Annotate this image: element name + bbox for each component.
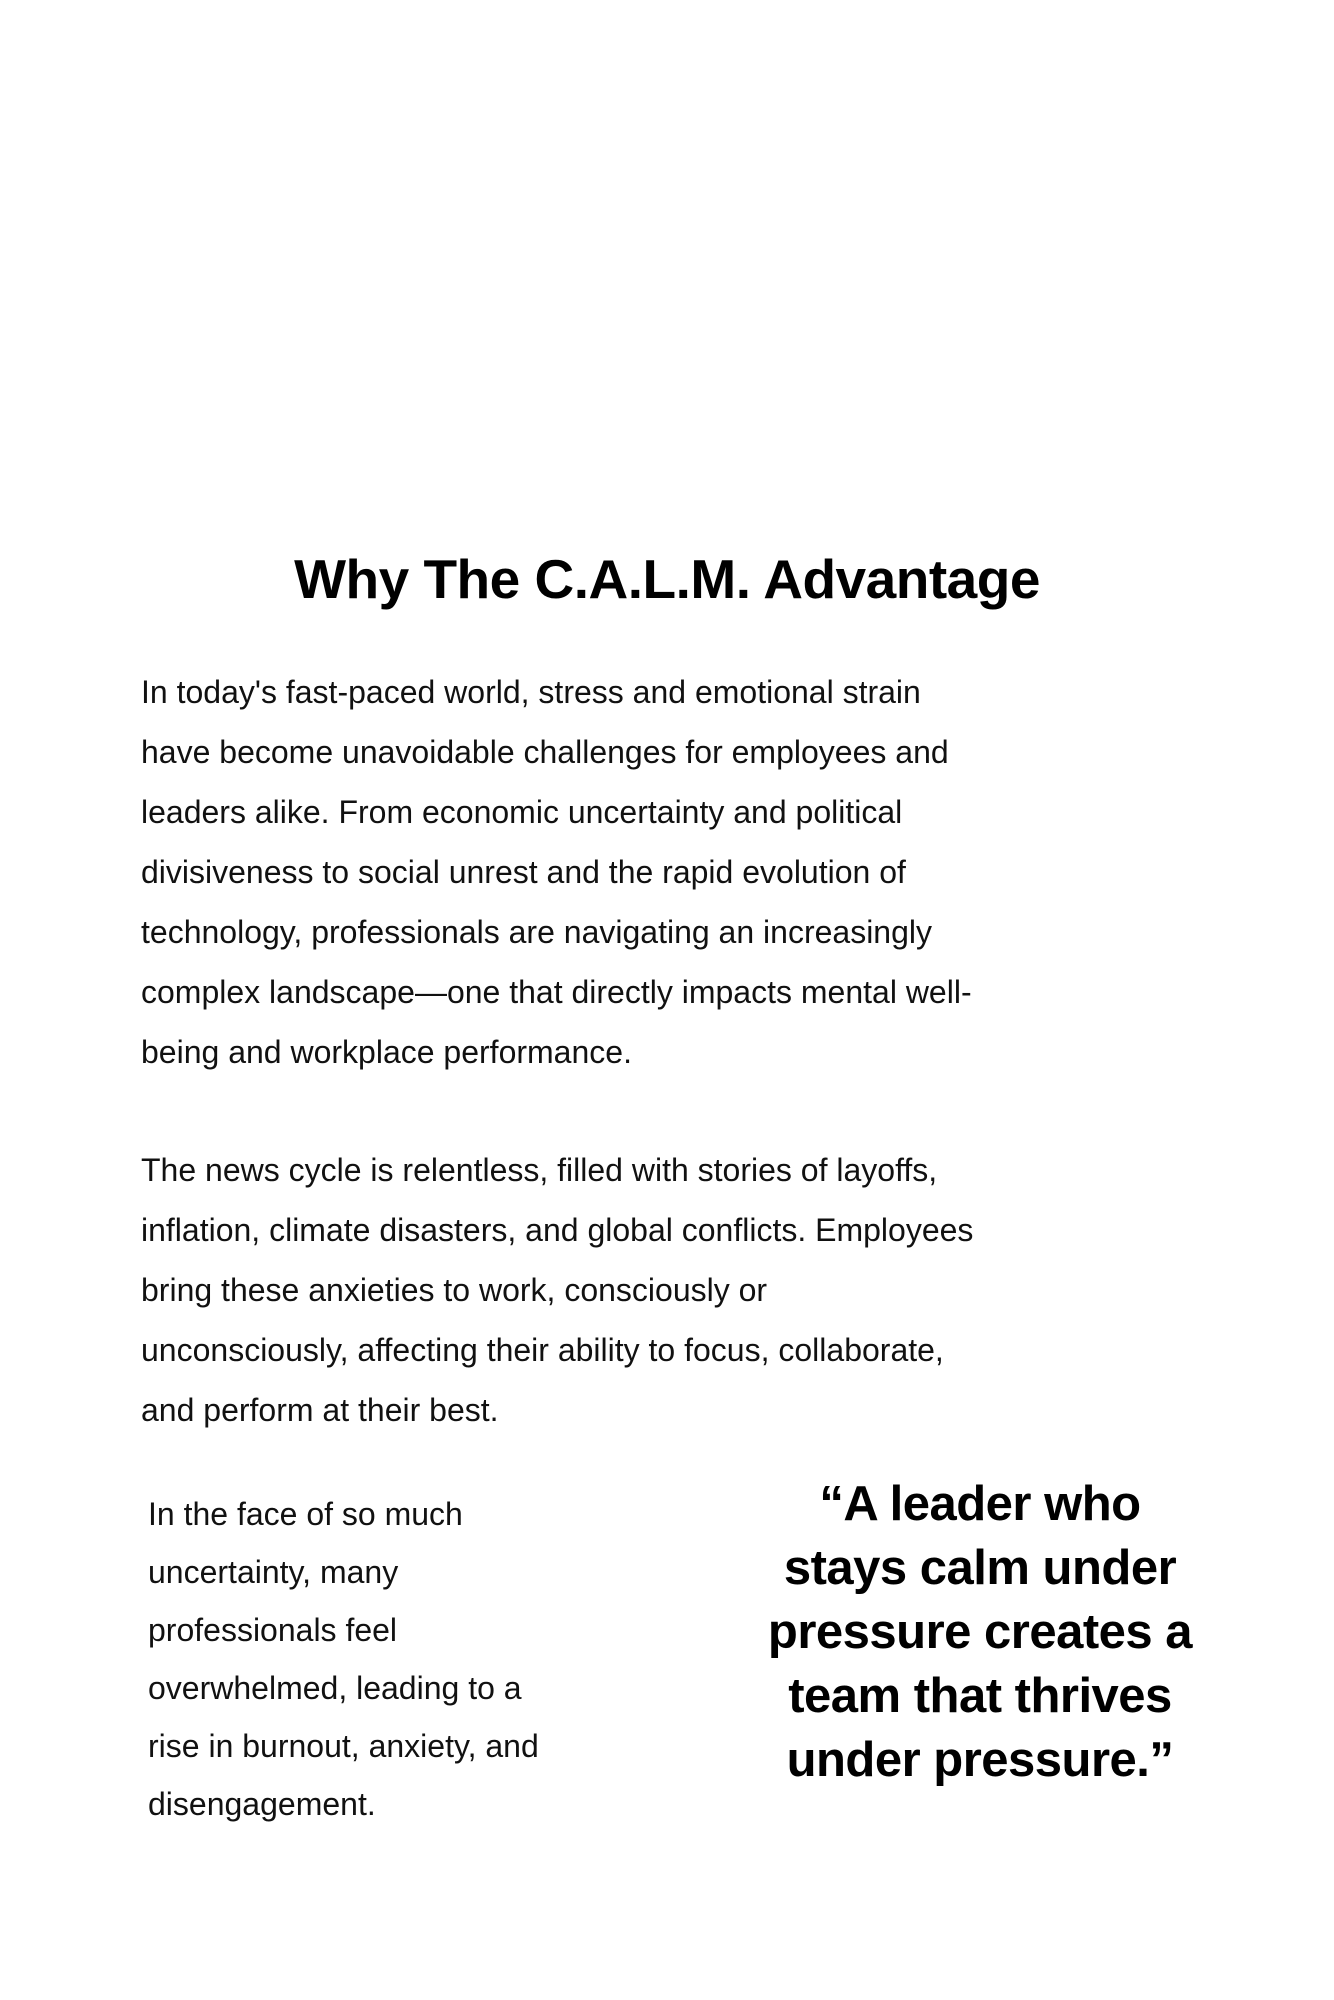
text-line: divisiveness to social unrest and the rapid evolution of (141, 854, 906, 890)
quote-line: team that thrives (788, 1669, 1172, 1723)
text-line: In the face of so much (148, 1496, 463, 1532)
text-line: bring these anxieties to work, consciously or (141, 1272, 768, 1308)
text-line: overwhelmed, leading to a (148, 1670, 522, 1706)
text-line: professionals feel (148, 1612, 398, 1648)
text-line: uncertainty, many (148, 1554, 399, 1590)
text-line: In today's fast-paced world, stress and emotional strain (141, 674, 921, 710)
text-line: disengagement. (148, 1786, 376, 1822)
page-title: Why The C.A.L.M. Advantage (294, 547, 1040, 610)
intro-paragraph (141, 662, 972, 1082)
quote-line: under pressure.” (786, 1733, 1174, 1787)
text-line: being and workplace performance. (141, 1034, 632, 1070)
text-line: rise in burnout, anxiety, and (148, 1728, 539, 1764)
text-line: technology, professionals are navigating an increasingly (141, 914, 932, 950)
text-line: The news cycle is relentless, filled with stories of layoffs, (141, 1152, 938, 1188)
quote-line: “A leader who (819, 1477, 1141, 1531)
pull-quote (740, 1472, 1220, 1792)
news-cycle-paragraph (141, 1140, 973, 1440)
text-line: have become unavoidable challenges for employees and (141, 734, 949, 770)
text-line: inflation, climate disasters, and global conflicts. Employees (141, 1212, 974, 1248)
text-line: complex landscape—one that directly impacts mental well- (141, 974, 972, 1010)
text-line: and perform at their best. (141, 1392, 499, 1428)
text-line: unconsciously, affecting their ability to focus, collaborate, (141, 1332, 944, 1368)
uncertainty-paragraph (148, 1485, 539, 1833)
quote-line: stays calm under (783, 1541, 1177, 1595)
text-line: leaders alike. From economic uncertainty and political (141, 794, 903, 830)
quote-line: pressure creates a (767, 1605, 1193, 1659)
